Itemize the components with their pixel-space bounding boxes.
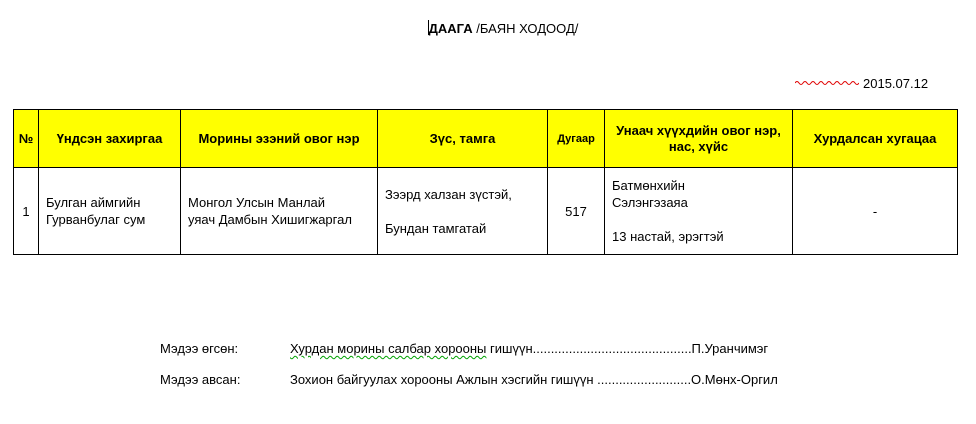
cell-race-number: 517 <box>548 168 605 255</box>
admin-line: Гурванбулаг сум <box>46 212 146 227</box>
received-text: Зохион байгуулах хорооны Ажлын хэсгийн гишүүн ..........................О.Мөнх-Оргил <box>290 372 778 387</box>
rider-line: Сэлэнгэзаяа <box>612 195 688 210</box>
reported-label: Мэдээ өгсөн: <box>160 341 239 356</box>
brand-line: Бундан тамгатай <box>385 220 487 236</box>
owner-line: Монгол Улсын Манлай <box>188 195 326 210</box>
cell-admin <box>39 168 181 255</box>
rider-line: 13 настай, эрэгтэй <box>612 229 724 244</box>
owner-line: уяач Дамбын Хишигжаргал <box>188 212 352 227</box>
header-admin: Үндсэн захиргаа <box>39 110 181 168</box>
header-rider: Унаач хүүхдийн овог нэр, нас, хүйс <box>605 110 793 168</box>
reported-org: Хурдан морины салбар хорооны <box>290 341 487 356</box>
date-value: 2015.07.12 <box>863 76 929 91</box>
cell-owner <box>181 168 378 255</box>
cell-time: - <box>793 168 958 255</box>
header-brand: Зүс, тамга <box>378 110 548 168</box>
cell-number: 1 <box>14 168 39 255</box>
title-subcategory: /БАЯН ХОДООД/ <box>472 21 579 36</box>
reported-rest: гишүүн............................................П.Уранчимэг <box>486 341 769 356</box>
header-owner: Морины эзэний овог нэр <box>181 110 378 168</box>
table-row <box>14 168 958 255</box>
footer-reported <box>160 341 768 356</box>
document-title <box>0 20 976 36</box>
title-category: ДААГА <box>428 21 473 36</box>
rider-line: Батмөнхийн <box>612 178 685 193</box>
header-race-number: Дугаар <box>548 110 605 168</box>
footer-received <box>160 372 778 387</box>
race-results-table <box>13 109 958 255</box>
table-header-row <box>14 110 958 168</box>
cell-brand <box>378 168 548 255</box>
cell-rider <box>605 168 793 255</box>
brand-line: Зээрд халзан зүстэй, <box>385 186 512 202</box>
spellcheck-squiggle-icon <box>795 80 859 86</box>
document-date <box>795 76 928 91</box>
header-number: № <box>14 110 39 168</box>
admin-line: Булган аймгийн <box>46 195 141 210</box>
header-time: Хурдалсан хугацаа <box>793 110 958 168</box>
received-label: Мэдээ авсан: <box>160 372 241 387</box>
